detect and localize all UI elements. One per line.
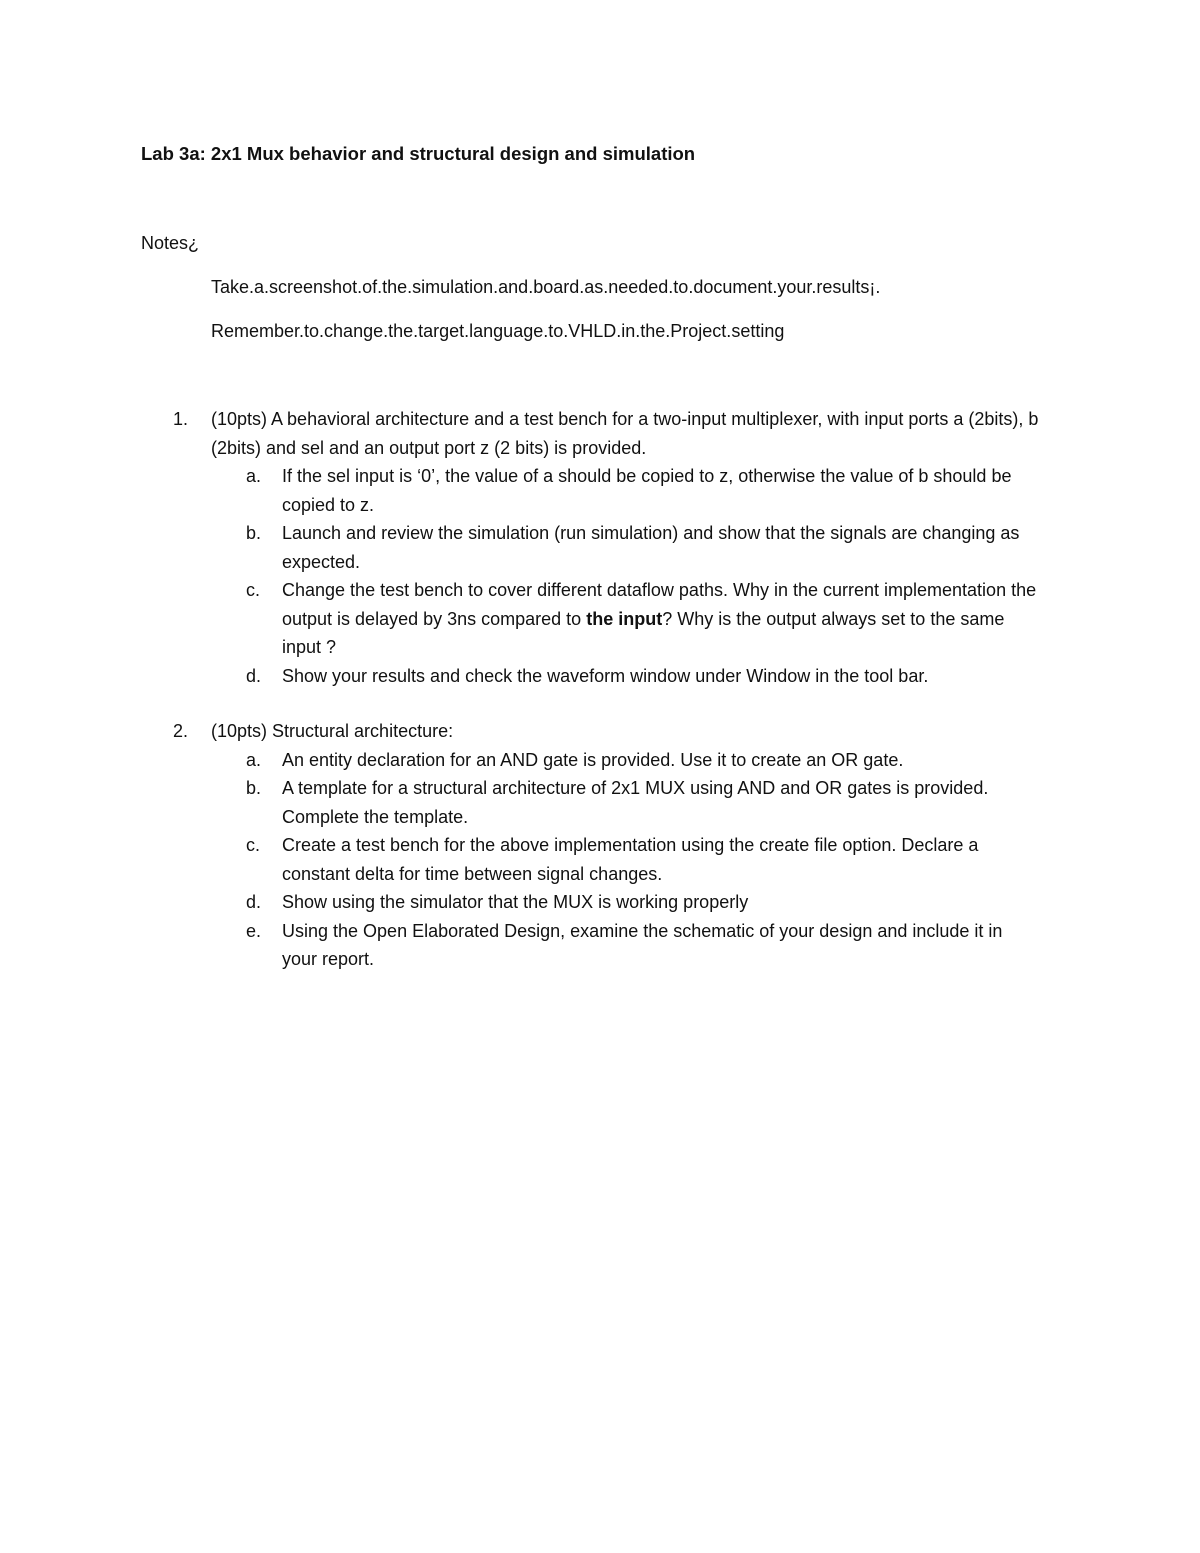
sub-item-text: Show your results and check the waveform window under Window in the tool bar. (282, 665, 929, 686)
question-text: (10pts) Structural architecture: (211, 721, 454, 741)
sub-item-letter: a. (246, 466, 262, 486)
sub-item-text-bold: the input (586, 608, 663, 629)
notes-label: Notes¿ (141, 233, 200, 253)
sub-item-text: An entity declaration for an AND gate is provided. Use it to create an OR gate. (282, 749, 904, 770)
sub-item-2c (246, 831, 1042, 888)
sub-item-letter: d. (246, 892, 262, 912)
sub-item-text: Launch and review the simulation (run simulation) and show that the signals are changing as expected. (282, 523, 1020, 572)
question-body (211, 717, 1051, 974)
question-number: 1. (173, 409, 189, 429)
sub-item-text: Using the Open Elaborated Design, examine the schematic of your design and include it in your report. (282, 920, 1003, 969)
sub-item-letter: b. (246, 778, 262, 798)
sub-item-1a (246, 462, 1042, 519)
sub-item-1b (246, 519, 1042, 576)
sub-item-letter: e. (246, 920, 262, 941)
sub-item-1d (246, 662, 1042, 691)
sub-item-text-after: ? Why is the output always set to the same input ? (282, 608, 1005, 657)
sub-item-letter: c. (246, 835, 261, 855)
sub-item-letter: c. (246, 580, 261, 600)
sub-item-2e (246, 917, 1042, 974)
sub-item-text-before: Change the test bench to cover different dataflow paths. Why in the current implementation the output is delayed by 3ns compared to (282, 580, 1037, 629)
sub-item-text: A template for a structural architecture of 2x1 MUX using AND and OR gates is provided. Complete the template. (282, 778, 989, 827)
sub-item-2b (246, 774, 1042, 831)
sub-item-2a (246, 746, 1042, 775)
question-text: (10pts) A behavioral architecture and a test bench for a two-input multiplexer, with input ports a (2bits), b (2bits) and sel and an output port z (2 bits) is provided. (211, 409, 1039, 458)
page-title: Lab 3a: 2x1 Mux behavior and structural design and simulation (141, 143, 696, 164)
sub-item-list (246, 746, 1042, 974)
sub-item-letter: b. (246, 523, 262, 543)
sub-item-text: Create a test bench for the above implementation using the create file option. Declare a constant delta for time between signal changes. (282, 835, 979, 884)
sub-item-text: Show using the simulator that the MUX is working properly (282, 892, 749, 912)
question-number: 2. (173, 721, 189, 741)
sub-item-list (246, 462, 1042, 690)
sub-item-2d (246, 888, 1042, 917)
sub-item-letter: d. (246, 665, 262, 686)
sub-item-letter: a. (246, 749, 262, 770)
sub-item-1c (246, 576, 1042, 662)
note-item-screenshot: Take.a.screenshot.of.the.simulation.and.board.as.needed.to.document.your.results¡. (211, 277, 881, 297)
question-body (211, 405, 1051, 690)
sub-item-text: If the sel input is ‘0’, the value of a should be copied to z, otherwise the value of b should be copied to z. (282, 466, 1012, 515)
note-item-target-language: Remember.to.change.the.target.language.to.VHLD.in.the.Project.setting (211, 321, 785, 341)
